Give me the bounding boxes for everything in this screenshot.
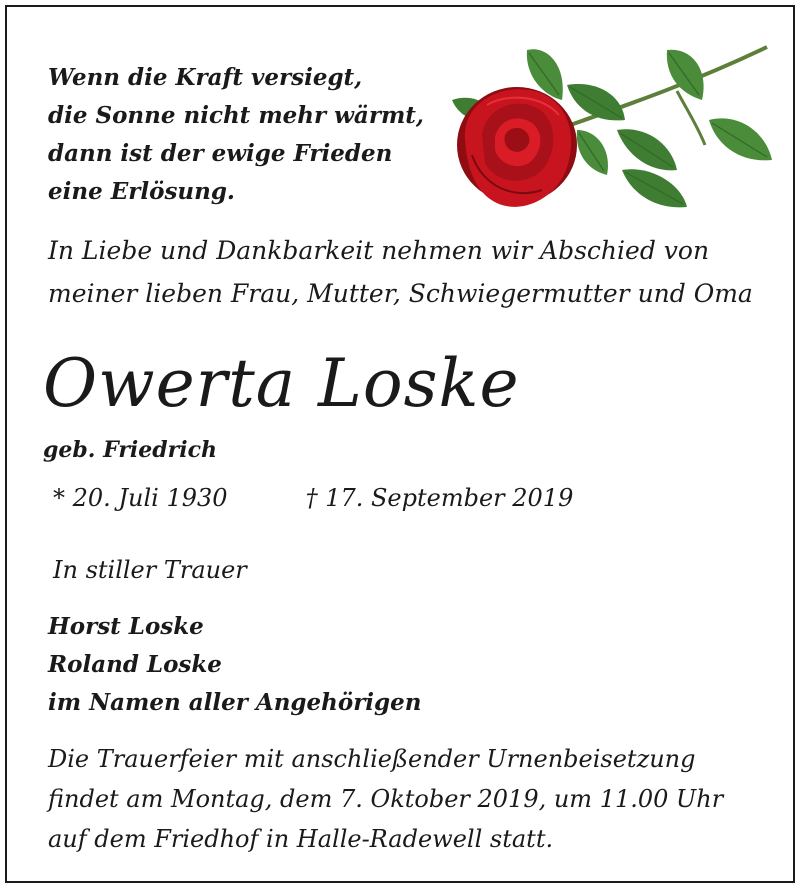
service-line: auf dem Friedhof in Halle-Radewell statt. [48, 825, 554, 853]
life-dates [53, 481, 573, 515]
quote-line: eine Erlösung. [48, 178, 235, 205]
deceased-name: Owerta Loske [43, 345, 520, 422]
quote-line: die Sonne nicht mehr wärmt, [48, 102, 424, 129]
farewell-intro [48, 229, 753, 315]
mourners-list [48, 608, 421, 722]
birth-date: * 20. Juli 1930 [53, 484, 228, 512]
quote-text [48, 59, 424, 211]
death-date: † 17. September 2019 [305, 484, 574, 512]
mourner-name: im Namen aller Angehörigen [48, 689, 422, 716]
service-line: findet am Montag, dem 7. Oktober 2019, um 11.00 Uhr [48, 785, 724, 813]
intro-line: meiner lieben Frau, Mutter, Schwiegermutter und Oma [48, 279, 753, 308]
intro-line: In Liebe und Dankbarkeit nehmen wir Abschied von [48, 236, 710, 265]
rose-bloom [457, 87, 577, 207]
mourner-name: Roland Loske [48, 651, 222, 678]
funeral-service-info [48, 739, 723, 859]
service-line: Die Trauerfeier mit anschließender Urnenbeisetzung [48, 745, 696, 773]
mourning-label: In stiller Trauer [53, 556, 247, 584]
obituary-card [5, 5, 795, 883]
quote-line: dann ist der ewige Frieden [48, 140, 393, 167]
mourner-name: Horst Loske [48, 613, 204, 640]
quote-line: Wenn die Kraft versiegt, [48, 64, 363, 91]
maiden-name: geb. Friedrich [43, 437, 217, 463]
red-rose-image [447, 35, 782, 215]
